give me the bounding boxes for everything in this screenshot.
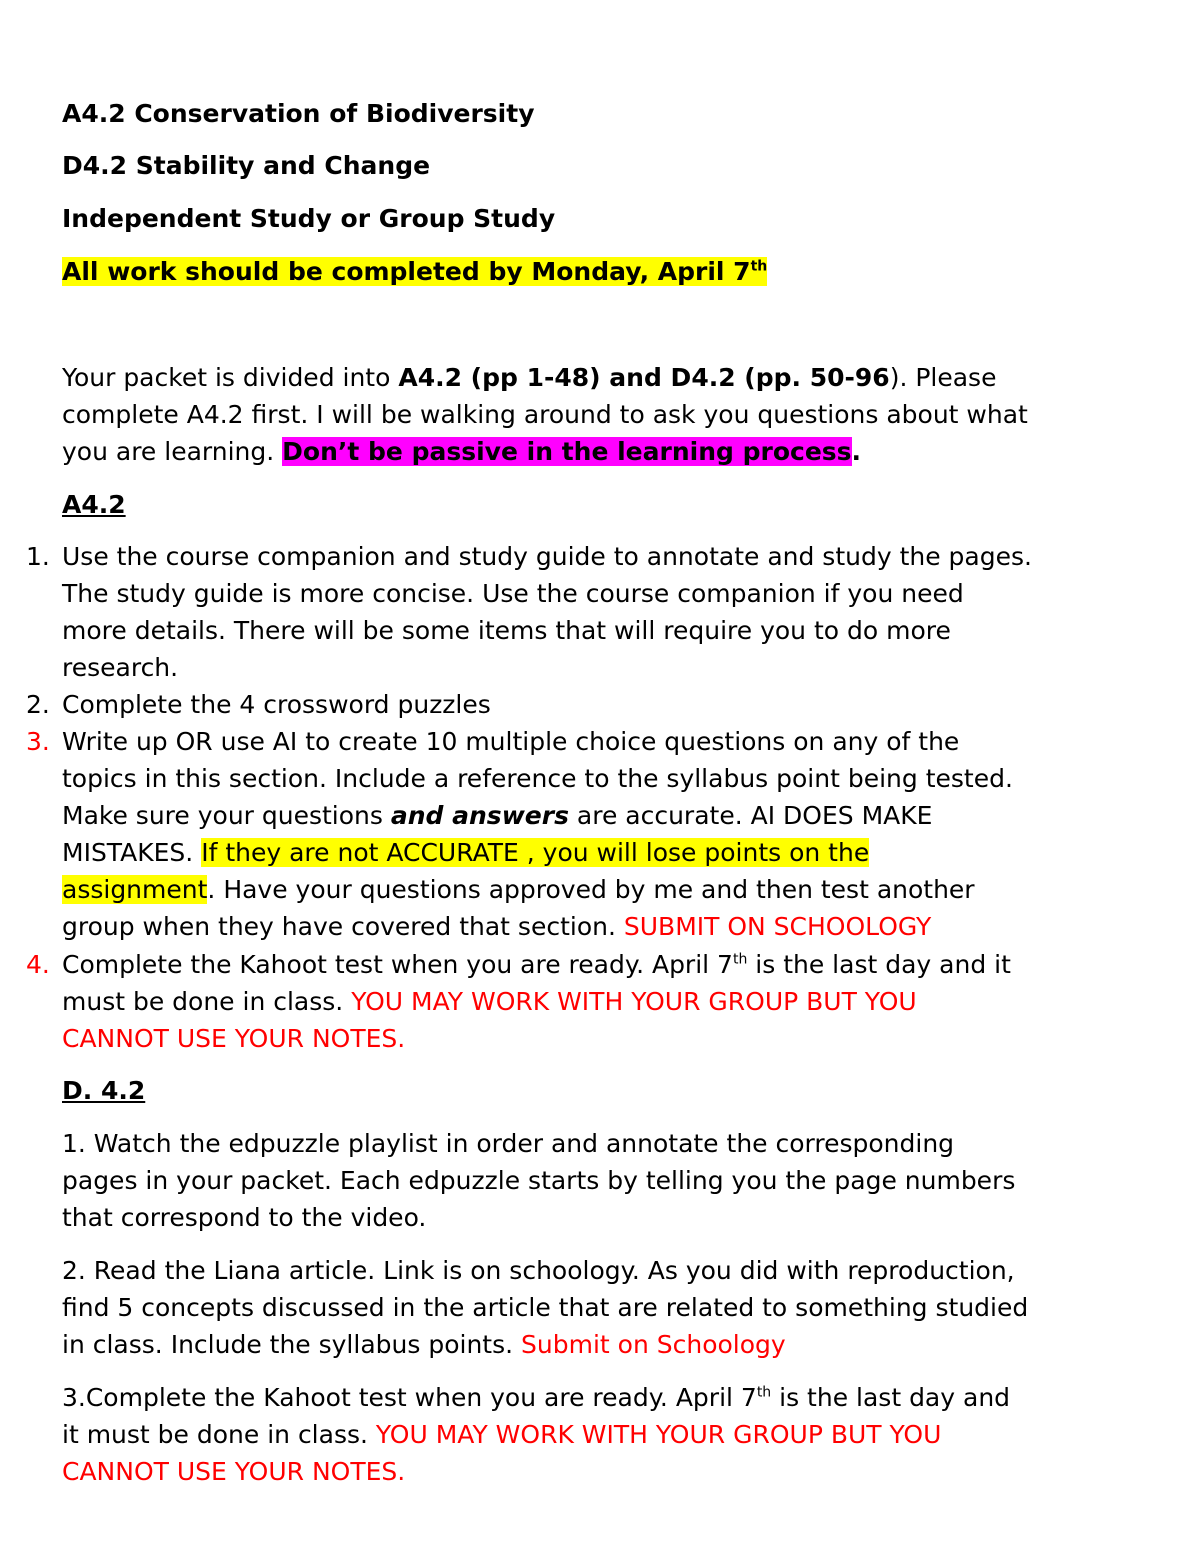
title-study-mode: Independent Study or Group Study [62,204,556,233]
item3-line-4: MISTAKES. If they are not ACCURATE , you will lose points on the [62,838,870,867]
deadline-notice [62,254,767,290]
item3-line-1: Write up OR use AI to create 10 multiple choice questions on any of the [62,727,960,756]
item3-line-5: assignment. Have your questions approved by me and then test another [62,875,975,904]
d-item3-line-2: it must be done in class. YOU MAY WORK WITH YOUR GROUP BUT YOU [62,1420,942,1449]
passive-warning: Don’t be passive in the learning process [282,437,852,466]
d-item2-line-1: 2. Read the Liana article. Link is on schoology. As you did with reproduction, [62,1256,1015,1285]
item3-line-6: group when they have covered that section. SUBMIT ON SCHOOLOGY [62,912,932,941]
section-heading-d42: D. 4.2 [62,1076,146,1105]
d-item3-line-3: CANNOT USE YOUR NOTES. [62,1457,406,1486]
item4-line-1: Complete the Kahoot test when you are ready. April 7th is the last day and it [62,950,1011,979]
d-item2-line-2: find 5 concepts discussed in the article that are related to something studied [62,1293,1029,1322]
item4-line-3: CANNOT USE YOUR NOTES. [62,1024,406,1053]
item1-line-2: The study guide is more concise. Use the course companion if you need [62,579,964,608]
list-number-3: 3. [26,727,50,756]
item1-line-3: more details. There will be some items that will require you to do more [62,616,951,645]
d-item1-line-1: 1. Watch the edpuzzle playlist in order and annotate the corresponding [62,1129,955,1158]
d-item2-line-3: in class. Include the syllabus points. Submit on Schoology [62,1330,786,1359]
title-a42: A4.2 Conservation of Biodiversity [62,99,535,128]
deadline-highlight: All work should be completed by Monday, April 7th [62,257,768,286]
submit-schoology-notice-d: Submit on Schoology [521,1330,786,1359]
item3-line-3: Make sure your questions and answers are accurate. AI DOES MAKE [62,801,933,830]
intro-line-3: you are learning. Don’t be passive in the learning process. [62,437,862,466]
d-item1-line-2: pages in your packet. Each edpuzzle starts by telling you the page numbers [62,1166,1016,1195]
item1-line-1: Use the course companion and study guide to annotate and study the pages. [62,542,1032,571]
item4-line-2: must be done in class. YOU MAY WORK WITH YOUR GROUP BUT YOU [62,987,917,1016]
list-number-4: 4. [26,950,50,979]
accuracy-warning: If they are not ACCURATE , you will lose points on the [201,838,870,867]
list-number-2: 2. [26,690,50,719]
intro-line-1: Your packet is divided into A4.2 (pp 1-48) and D4.2 (pp. 50-96). Please [62,363,997,392]
list-number-1: 1. [26,542,50,571]
intro-line-2: complete A4.2 first. I will be walking around to ask you questions about what [62,400,1028,429]
section-heading-a42: A4.2 [62,490,126,519]
title-d42: D4.2 Stability and Change [62,151,431,180]
submit-schoology-notice: SUBMIT ON SCHOOLOGY [623,912,932,941]
item2-line-1: Complete the 4 crossword puzzles [62,690,491,719]
d-item3-line-1: 3.Complete the Kahoot test when you are ready. April 7th is the last day and [62,1383,1011,1412]
item1-line-4: research. [62,653,179,682]
item3-line-2: topics in this section. Include a reference to the syllabus point being tested. [62,764,1013,793]
d-item1-line-3: that correspond to the video. [62,1203,427,1232]
